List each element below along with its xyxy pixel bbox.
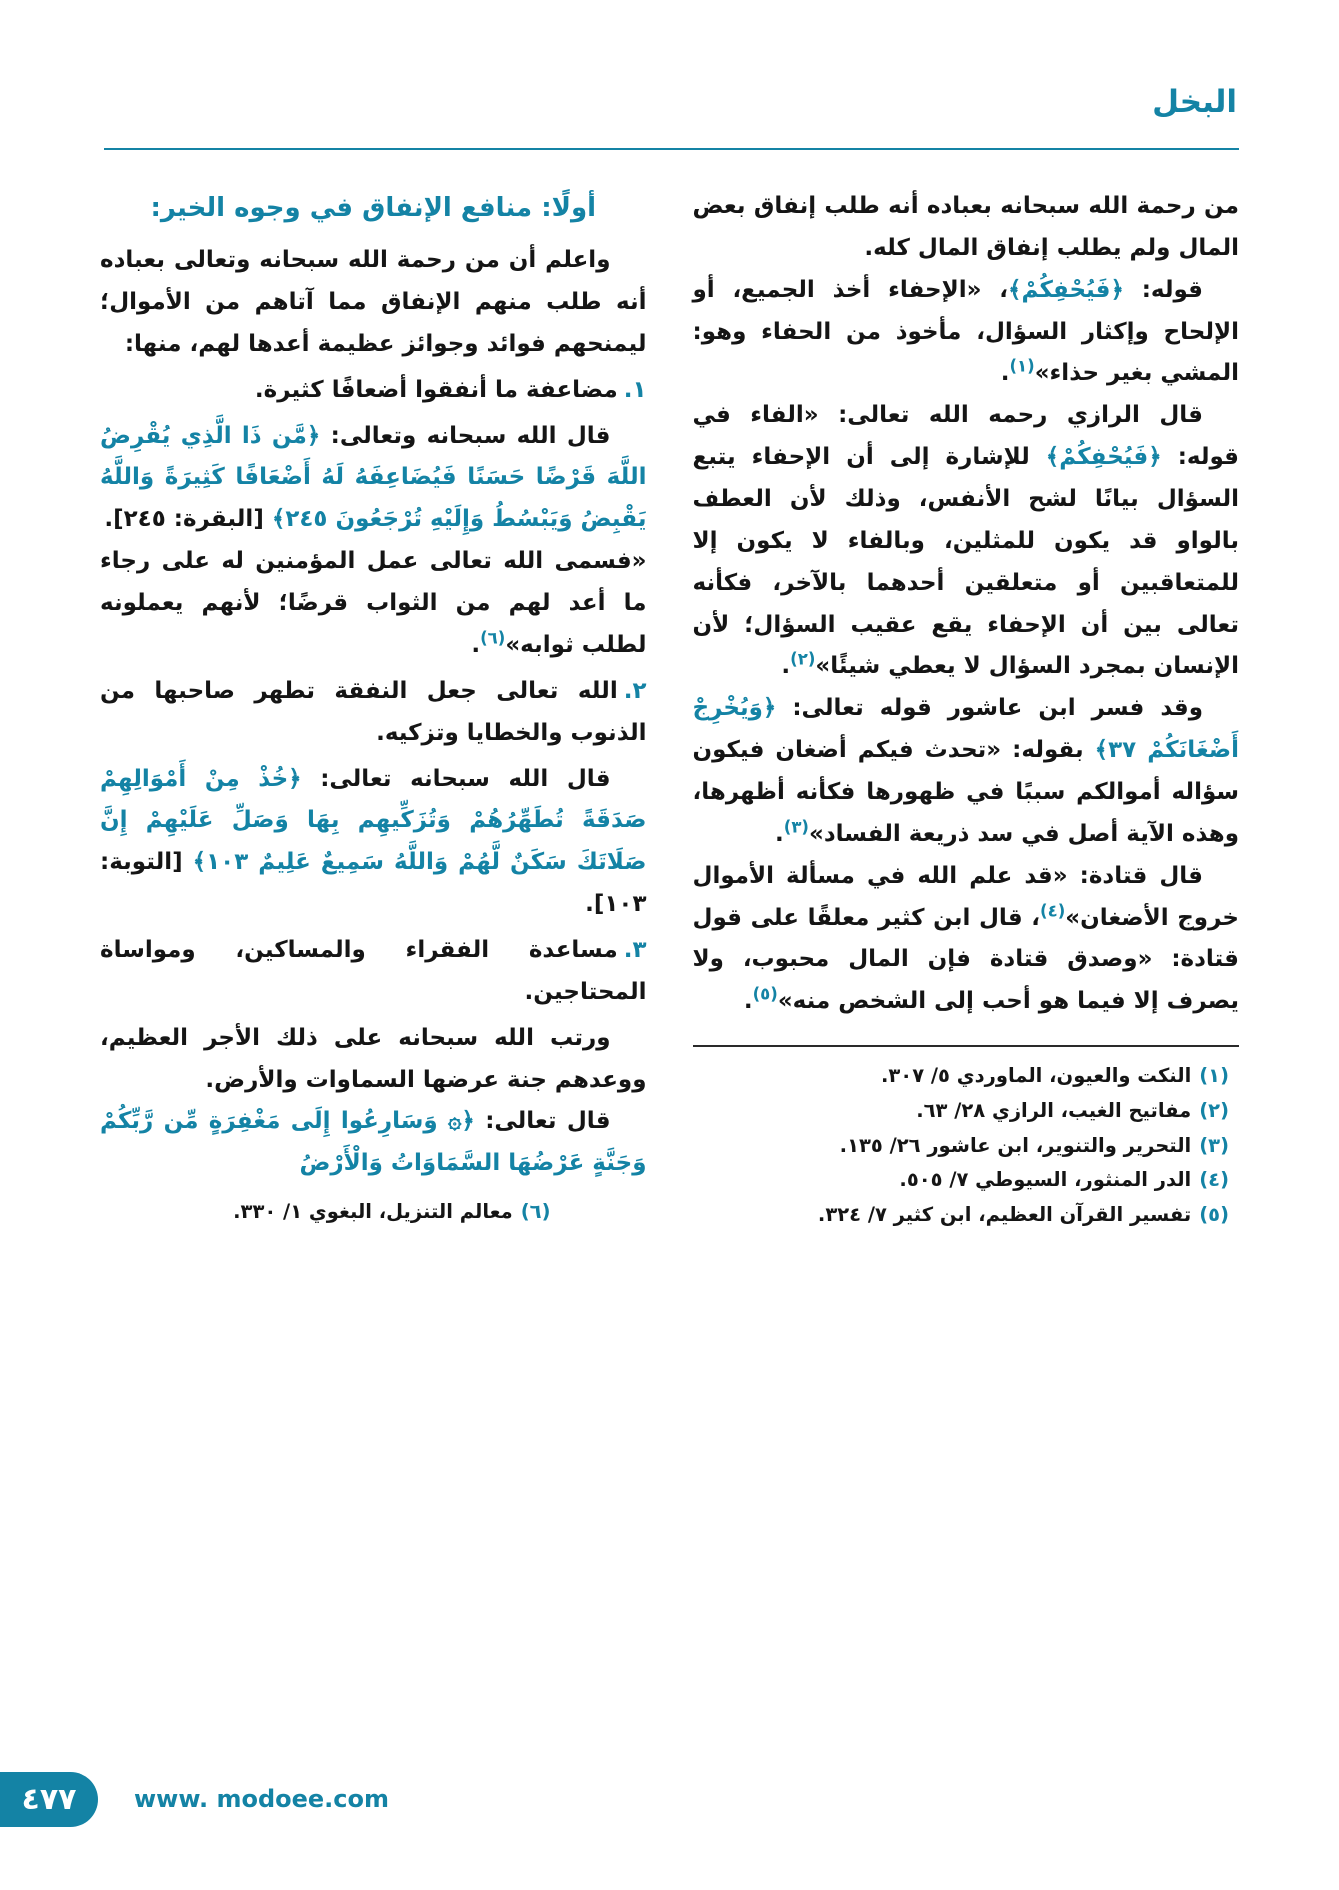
paragraph	[100, 416, 647, 542]
verse-reference: [البقرة: ٢٤٥].	[104, 506, 272, 533]
footnote-ref: (٢)	[790, 649, 816, 669]
footnote-number: (٣)	[1199, 1133, 1229, 1157]
paragraph	[100, 541, 647, 667]
paragraph	[100, 759, 647, 926]
footnote	[693, 1129, 1240, 1164]
footnote-number: (٥)	[1199, 1203, 1229, 1226]
footnote-number: (٦)	[520, 1200, 551, 1224]
footnote-ref: (٦)	[480, 628, 506, 648]
footnote-number: (٢)	[1199, 1098, 1229, 1122]
page-number: ٤٧٧	[21, 1782, 77, 1817]
quran-quote: ﴿وَيُخْرِجْ أَضْغَانَكُمْ ٣٧﴾	[692, 695, 1239, 764]
body-text: .	[775, 820, 784, 847]
footnote-text: النكت والعيون، الماوردي ٥/ ٣٠٧.	[880, 1064, 1192, 1088]
footnote-text: الدر المنثور، السيوطي ٧/ ٥٠٥.	[899, 1168, 1192, 1192]
body-text: ، «الإحفاء أخذ الجميع، أو الإلحاح وإكثار السؤال، مأخوذ من الحفاء وهو: المشي بغير حذاء»	[692, 276, 1239, 387]
item-number: ١.	[623, 376, 647, 403]
body-text: قال الله سبحانه تعالى:	[301, 765, 611, 792]
footnote-number: (١)	[1199, 1064, 1229, 1088]
quran-verse: ﴿۞ وَسَارِعُوا إِلَى مَغْفِرَةٍ مِّن رَّبِّكُمْ وَجَنَّةٍ عَرْضُهَا السَّمَاوَاتُ وَالْأَرْضُ	[100, 1108, 647, 1177]
paragraph	[100, 240, 647, 366]
body-text: .	[743, 988, 753, 1015]
body-text: بقوله: «تحدث فيكم أضغان فيكون سؤاله أموالكم سببًا في ظهورها فكأنه أظهرها، وهذه الآية أصل في سد ذريعة الفساد»	[692, 737, 1239, 847]
body-text: قال الرازي رحمه الله تعالى: «الفاء في قوله:	[692, 402, 1239, 471]
body-text: ورتب الله سبحانه على ذلك الأجر العظيم، ووعدهم جنة عرضها السماوات والأرض.	[100, 1024, 647, 1093]
footnote-text: التحرير والتنوير، ابن عاشور ٢٦/ ١٣٥.	[839, 1133, 1192, 1157]
footnote-ref: (٥)	[752, 984, 778, 1004]
paragraph	[100, 1018, 647, 1102]
item-number: ٣.	[623, 936, 647, 963]
footnote	[100, 1195, 647, 1230]
quran-verse: ﴿خُذْ مِنْ أَمْوَالِهِمْ صَدَقَةً تُطَهِّرُهُمْ وَتُزَكِّيهِم بِهَا وَصَلِّ عَلَيْهِمْ إِنَّ صَلَاتَكَ سَكَنٌ لَّهُمْ وَاللَّهُ سَمِيعٌ عَلِيمٌ ١٠٣﴾	[100, 765, 647, 876]
paragraph	[100, 1101, 647, 1185]
numbered-item-title	[100, 930, 647, 1014]
quran-quote: ﴿فَيُحْفِكُمْ﴾	[1008, 276, 1124, 303]
body-text: قال تعالى:	[474, 1108, 611, 1135]
item-text: مضاعفة ما أنفقوا أضعافًا كثيرة.	[254, 376, 618, 403]
page-title: البخل	[1152, 84, 1237, 120]
text-columns	[100, 186, 1239, 1233]
paragraph	[693, 856, 1240, 1023]
body-text: للإشارة إلى أن الإحفاء يتبع السؤال بيانًا لشح الأنفس، وذلك لأن العطف بالواو قد يكون للمثلين، وبالفاء لا يكون إلا للمتعاقبين أو متعلقين أحدهما بالآخر، فكأنه تعالى بين أن الإحفاء يقع عقيب السؤال؛ لأن الإنسان بمجرد السؤال لا يعطي شيئًا»	[692, 444, 1239, 680]
header-divider	[104, 148, 1239, 150]
footnote	[693, 1163, 1240, 1198]
page-number-badge	[0, 1772, 98, 1827]
quran-verse: ﴿مَّن ذَا الَّذِي يُقْرِضُ اللَّهَ قَرْضًا حَسَنًا فَيُضَاعِفَهُ لَهُ أَضْعَافًا كَثِيرَةً وَاللَّهُ يَقْبِضُ وَيَبْسُطُ وَإِلَيْهِ تُرْجَعُونَ ٢٤٥﴾	[100, 422, 647, 533]
body-text: من رحمة الله سبحانه بعباده أنه طلب إنفاق بعض المال ولم يطلب إنفاق المال كله.	[692, 193, 1239, 261]
footnote	[693, 1094, 1240, 1129]
body-text: .	[781, 653, 791, 680]
body-text: .	[1000, 360, 1010, 387]
footnote	[693, 1059, 1240, 1094]
body-text: قال قتادة: «قد علم الله في مسألة الأموال خروج الأضغان»	[692, 862, 1239, 931]
footnote-text: مفاتيح الغيب، الرازي ٢٨/ ٦٣.	[916, 1098, 1192, 1122]
column-right	[693, 186, 1240, 1233]
footnote-text: معالم التنزيل، البغوي ١/ ٣٣٠.	[233, 1200, 513, 1224]
footnote	[693, 1198, 1240, 1233]
body-text: قوله:	[1123, 276, 1203, 303]
body-text: .	[471, 631, 481, 658]
body-text: «فسمى الله تعالى عمل المؤمنين له على رجاء ما أعد لهم من الثواب قرضًا؛ لأنهم يعملونه لطلب ثوابه»	[100, 548, 647, 658]
verse-reference: [التوبة: ١٠٣].	[100, 849, 647, 918]
body-text: ، قال ابن كثير معلقًا على قول قتادة: «وصدق قتادة فإن المال محبوب، ولا يصرف إلا فيما هو أحب إلى الشخص منه»	[692, 904, 1239, 1015]
website-text: www. modoee.com	[134, 1785, 390, 1813]
footnotes-section	[693, 1045, 1240, 1233]
footnote-ref: (٣)	[783, 817, 809, 837]
quran-quote: ﴿فَيُحْفِكُمْ﴾	[1045, 444, 1162, 471]
body-text: واعلم أن من رحمة الله سبحانه وتعالى بعباده أنه طلب منهم الإنفاق مما آتاهم من الأموال؛ ليمنحهم فوائد وجوائز عظيمة أعدها لهم، منها:	[100, 247, 647, 357]
footnote-text: تفسير القرآن العظيم، ابن كثير ٧/ ٣٢٤.	[817, 1203, 1192, 1226]
footnote-ref: (٤)	[1040, 900, 1066, 920]
column-left	[100, 186, 647, 1233]
numbered-item-title	[100, 671, 647, 755]
body-text: وقد فسر ابن عاشور قوله تعالى:	[776, 695, 1203, 722]
paragraph	[693, 395, 1240, 688]
footnote-number: (٤)	[1199, 1168, 1229, 1192]
item-text: مساعدة الفقراء والمساكين، ومواساة المحتاجين.	[100, 936, 647, 1005]
footnote-ref: (١)	[1009, 356, 1035, 376]
body-text: قال الله سبحانه وتعالى:	[320, 422, 611, 449]
numbered-item-title	[100, 370, 647, 412]
item-number: ٢.	[623, 677, 647, 704]
footnotes-divider	[693, 1045, 1240, 1047]
paragraph	[693, 186, 1240, 270]
section-heading: أولًا: منافع الإنفاق في وجوه الخير:	[150, 193, 597, 223]
item-text: الله تعالى جعل النفقة تطهر صاحبها من الذنوب والخطايا وتزكيه.	[100, 677, 647, 746]
paragraph	[693, 688, 1240, 855]
paragraph	[693, 270, 1240, 396]
